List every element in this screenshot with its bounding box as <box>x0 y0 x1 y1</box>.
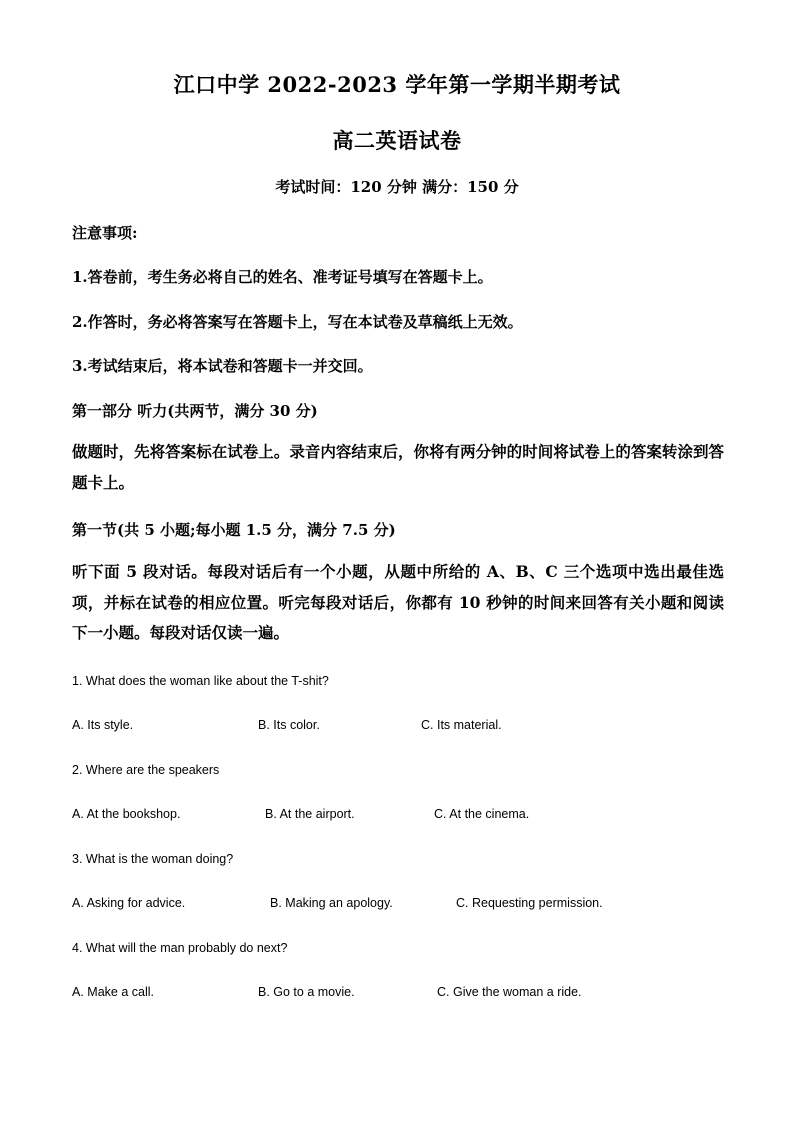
notes-heading: 注意事项: <box>72 224 138 242</box>
option-b: B. At the airport. <box>265 807 355 821</box>
exam-title: 江口中学 2022-2023 学年第一学期半期考试 <box>173 72 621 97</box>
note-item: 1.答卷前，考生务必将自己的姓名、准考证号填写在答题卡上。 <box>72 268 493 286</box>
note-item: 2.作答时，务必将答案写在答题卡上，写在本试卷及草稿纸上无效。 <box>72 313 523 331</box>
section1-heading: 第一节(共 5 小题;每小题 1.5 分，满分 7.5 分) <box>72 521 396 539</box>
part1-instruction: 做题时，先将答案标在试卷上。录音内容结束后，你将有两分钟的时间将试卷上的答案转涂到答题卡上。 <box>72 442 724 492</box>
question-3: 3. What is the woman doing? <box>72 852 234 866</box>
option-c: C. Requesting permission. <box>456 896 603 910</box>
option-b: B. Making an apology. <box>270 896 393 910</box>
question-4: 4. What will the man probably do next? <box>72 941 288 955</box>
exam-info: 考试时间：120 分钟 满分：150 分 <box>275 178 519 196</box>
option-c: C. Give the woman a ride. <box>437 985 582 999</box>
option-a: A. Make a call. <box>72 985 154 999</box>
option-c: C. At the cinema. <box>434 807 530 821</box>
option-a: A. Its style. <box>72 718 134 732</box>
exam-subtitle: 高二英语试卷 <box>332 128 462 153</box>
question-2: 2. Where are the speakers <box>72 763 220 777</box>
note-item: 3.考试结束后，将本试卷和答题卡一并交回。 <box>72 357 373 375</box>
option-b: B. Go to a movie. <box>258 985 355 999</box>
part1-heading: 第一部分 听力(共两节，满分 30 分) <box>72 402 318 420</box>
option-a: A. Asking for advice. <box>72 896 186 910</box>
question-1: 1. What does the woman like about the T-shit? <box>72 674 329 688</box>
section1-instruction: 听下面 5 段对话。每段对话后有一个小题，从题中所给的 A、B、C 三个选项中选出最佳选项，并标在试卷的相应位置。听完每段对话后，你都有 10 秒钟的时间来回答有关小题和阅读下一小题。每段对话仅读一遍。 <box>72 562 724 642</box>
option-b: B. Its color. <box>258 718 320 732</box>
option-c: C. Its material. <box>421 718 502 732</box>
option-a: A. At the bookshop. <box>72 807 181 821</box>
